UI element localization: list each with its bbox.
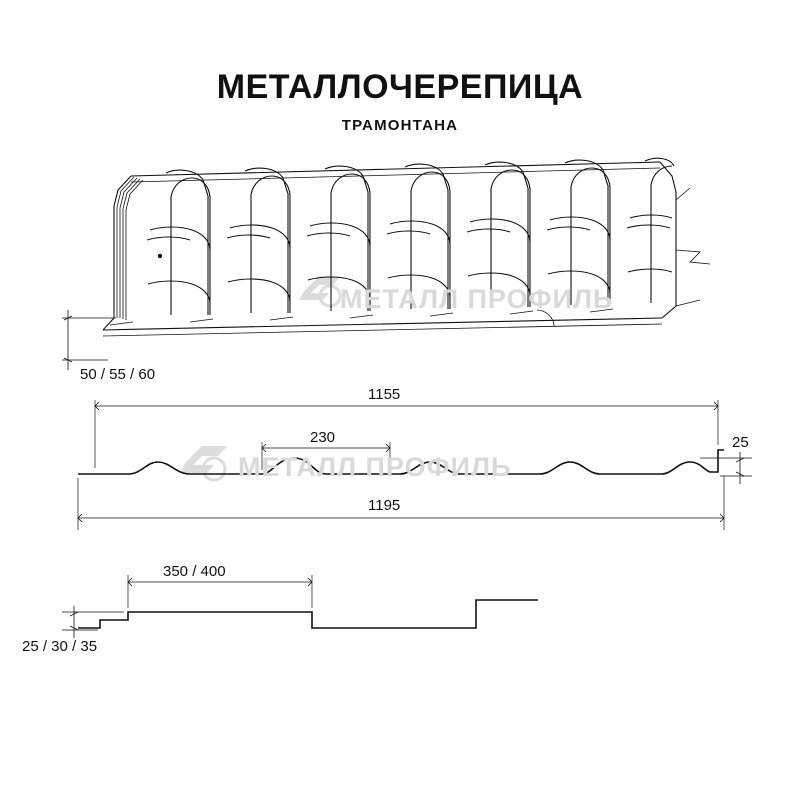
dim-230 [262, 442, 390, 470]
label-wave-pitch: 230 [310, 429, 336, 446]
label-total-width: 1195 [368, 497, 401, 514]
step-profile [78, 600, 538, 628]
label-step-length: 350 / 400 [163, 563, 226, 580]
isometric-sheet [103, 158, 710, 336]
watermark-logo-middle [180, 446, 227, 480]
label-sheet-height: 50 / 55 / 60 [80, 366, 156, 383]
fixing-point-marker [158, 254, 162, 258]
dim-sheet-height [62, 310, 116, 370]
dim-25 [700, 452, 752, 484]
dim-1195 [78, 476, 724, 530]
watermark-text-middle: МЕТАЛЛ ПРОФИЛЬ [238, 452, 512, 482]
dim-1155 [95, 400, 718, 468]
dim-25-30-35 [62, 606, 124, 638]
label-step-height: 25 / 30 / 35 [22, 638, 98, 655]
watermark-text-upper: МЕТАЛЛ ПРОФИЛЬ [340, 284, 614, 314]
label-useful-width: 1155 [368, 386, 401, 403]
section-profile [78, 450, 724, 474]
label-profile-height: 25 [732, 434, 749, 451]
page-title: МЕТАЛЛОЧЕРЕПИЦА [216, 68, 584, 106]
page-subtitle: ТРАМОНТАНА [341, 117, 459, 134]
watermark-logo-upper [299, 276, 341, 306]
